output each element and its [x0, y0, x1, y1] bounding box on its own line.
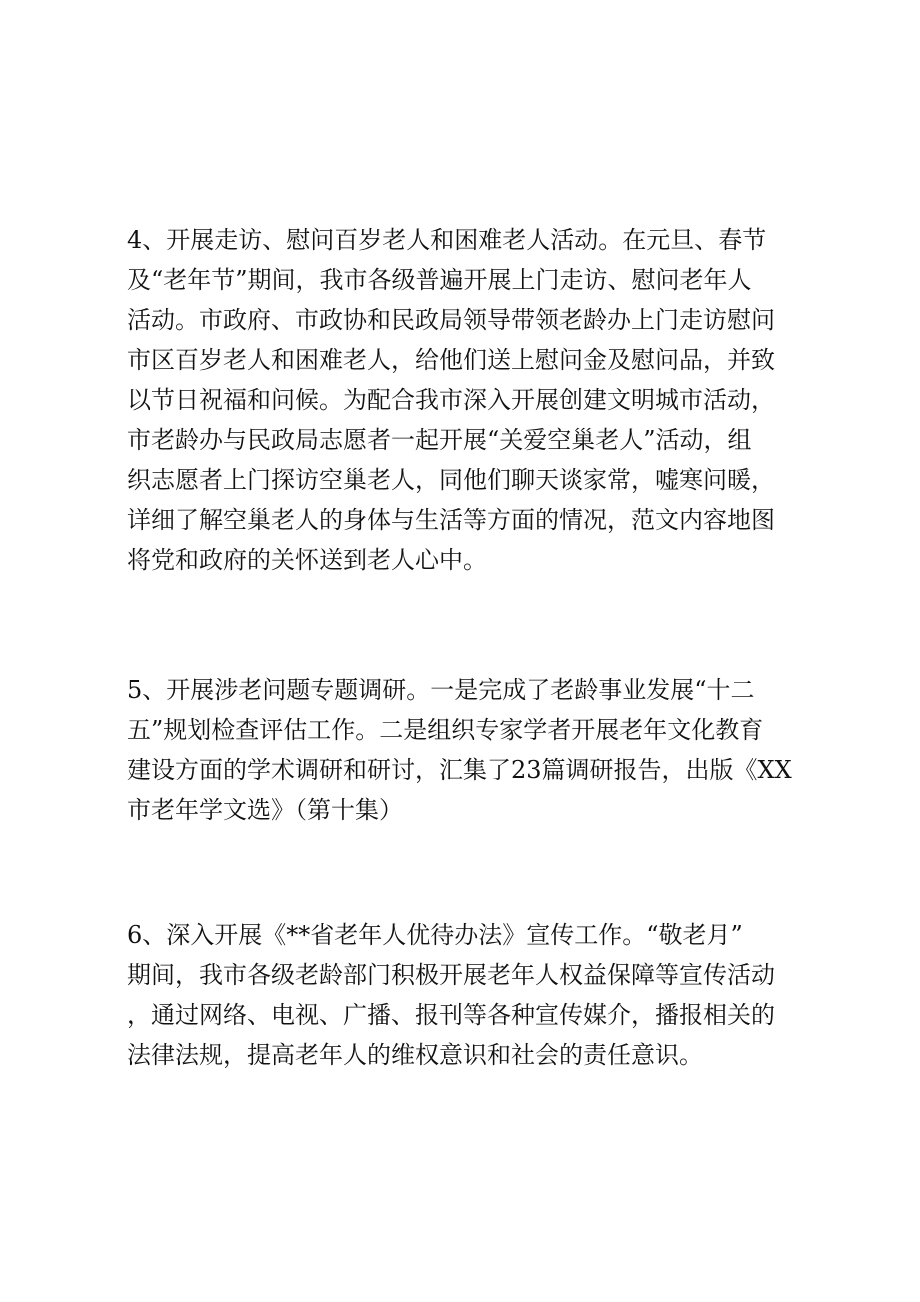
text-line: 法律法规，提高老年人的维权意识和社会的责任意识。 — [127, 1041, 703, 1069]
paragraph-5 — [127, 670, 807, 830]
text-line: 4、开展走访、慰问百岁老人和困难老人活动。在元旦、春节 — [127, 226, 767, 254]
text-line: 织志愿者上门探访空巢老人，同他们聊天谈家常，嘘寒问暖， — [127, 466, 775, 494]
text-line: 以节日祝福和问候。为配合我市深入开展创建文明城市活动， — [127, 386, 775, 414]
text-line: 市老龄办与民政局志愿者一起开展“关爱空巢老人”活动，组 — [127, 426, 752, 454]
text-line: 6、深入开展《**省老年人优待办法》宣传工作。“敬老月” — [127, 921, 743, 949]
paragraph-4 — [127, 220, 807, 580]
text-line: 将党和政府的关怀送到老人心中。 — [127, 546, 487, 574]
text-line: 建设方面的学术调研和研讨，汇集了23篇调研报告，出版《XX — [127, 756, 792, 784]
text-line: 详细了解空巢老人的身体与生活等方面的情况，范文内容地图 — [127, 506, 775, 534]
text-line: 及“老年节”期间，我市各级普遍开展上门走访、慰问老年人 — [127, 266, 752, 294]
text-line: 活动。市政府、市政协和民政局领导带领老龄办上门走访慰问 — [127, 306, 775, 334]
text-line: 五”规划检查评估工作。二是组织专家学者开展老年文化教育 — [127, 716, 764, 744]
text-line: 期间，我市各级老龄部门积极开展老年人权益保障等宣传活动 — [127, 961, 775, 989]
paragraph-6 — [127, 915, 807, 1075]
text-line: 市老年学文选》（第十集） — [127, 796, 403, 824]
text-line: ，通过网络、电视、广播、报刊等各种宣传媒介，播报相关的 — [127, 1001, 775, 1029]
text-line: 5、开展涉老问题专题调研。一是完成了老龄事业发展“十二 — [127, 676, 755, 704]
text-line: 市区百岁老人和困难老人，给他们送上慰问金及慰问品，并致 — [127, 346, 775, 374]
